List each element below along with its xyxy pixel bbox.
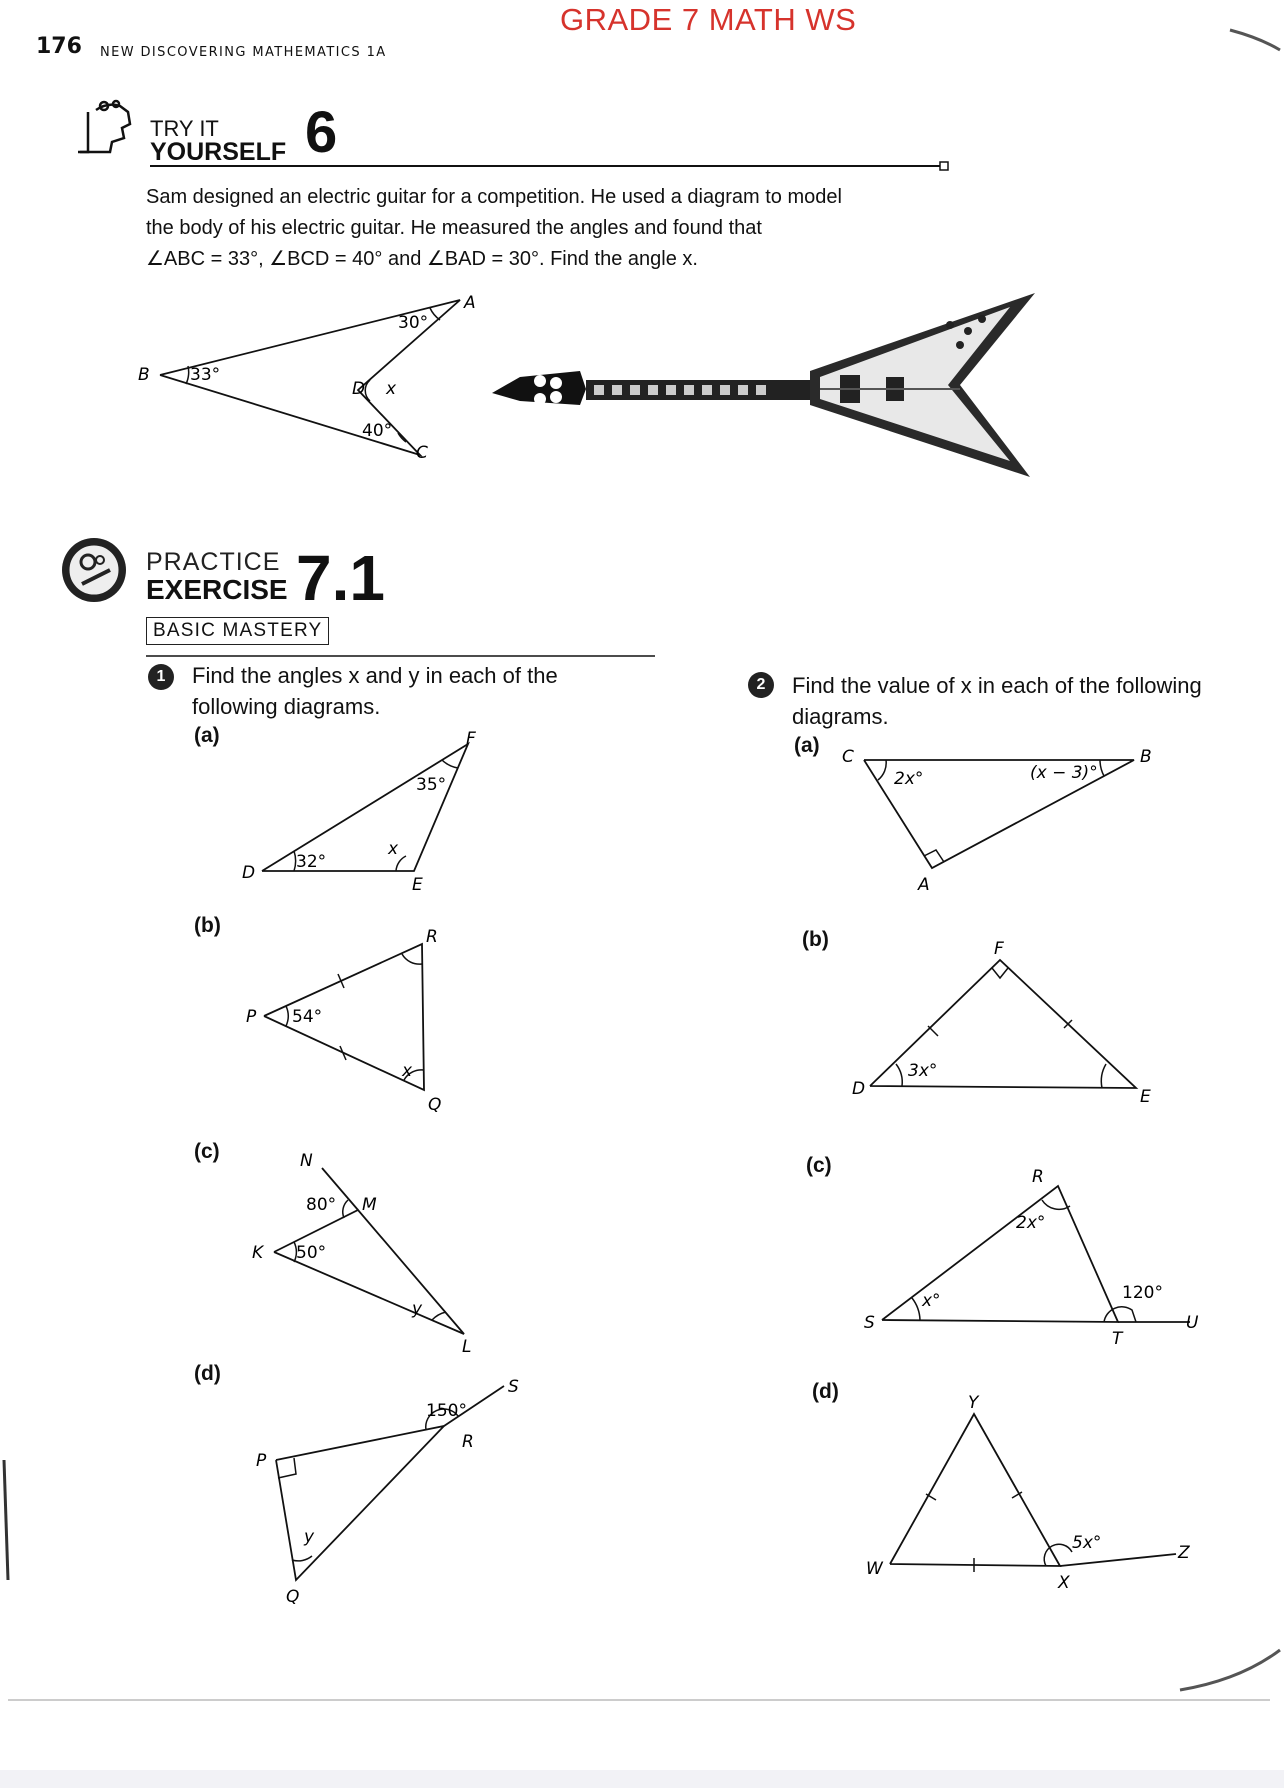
- q2b-label-d: D: [852, 1079, 866, 1099]
- q2d-label-z: Z: [1178, 1543, 1190, 1563]
- q2b-label-f: F: [994, 940, 1004, 959]
- q2b-part: (b): [802, 928, 829, 951]
- q1a-label-d: D: [242, 863, 256, 883]
- practice-label: PRACTICE: [146, 548, 281, 576]
- q1b-angle-p: 54°: [292, 1007, 323, 1027]
- q2c-angle-s: x°: [922, 1291, 941, 1311]
- exercise-number: 7.1: [296, 542, 385, 614]
- q1-line-2: following diagrams.: [192, 694, 381, 719]
- practice-icon: [62, 538, 126, 602]
- q1b-label-r: R: [426, 927, 438, 947]
- q1c-part: (c): [194, 1140, 220, 1163]
- q1a-angle-d: 32°: [296, 852, 327, 872]
- q2b-triangle: [846, 940, 1176, 1110]
- worksheet-title: GRADE 7 MATH WS: [560, 2, 857, 37]
- q2a-angle-b: (x − 3)°: [1030, 763, 1098, 783]
- q1d-triangle: [236, 1370, 536, 1610]
- q2c-angle-ext: 120°: [1122, 1283, 1163, 1303]
- q2c-label-s: S: [864, 1313, 875, 1333]
- q1d-label-p: P: [256, 1451, 267, 1471]
- q1b-label-p: P: [246, 1007, 257, 1027]
- question-2-number: 2: [748, 672, 774, 698]
- q2-line-2: diagrams.: [792, 704, 889, 729]
- exercise-label: EXERCISE: [146, 574, 288, 605]
- q1d-label-q: Q: [286, 1587, 300, 1607]
- q1c-label-l: L: [462, 1337, 472, 1357]
- problem-line-1: Sam designed an electric guitar for a competition. He used a diagram to model: [146, 186, 842, 208]
- try-it-label: TRY IT: [150, 116, 219, 141]
- q1c-angle-m: 80°: [306, 1195, 337, 1215]
- q2c-part: (c): [806, 1154, 832, 1177]
- label-d: D: [352, 379, 366, 399]
- q1c-triangle: [236, 1144, 496, 1364]
- problem-line-2: the body of his electric guitar. He measured the angles and found that: [146, 217, 762, 239]
- label-b: B: [138, 365, 150, 385]
- q1c-label-k: K: [252, 1243, 264, 1263]
- q2c-label-u: U: [1186, 1313, 1199, 1333]
- section-badge: BASIC MASTERY: [146, 617, 329, 645]
- problem-line-3: ∠ABC = 33°, ∠BCD = 40° and ∠BAD = 30°. Find the angle x.: [146, 248, 698, 270]
- q1b-label-q: Q: [428, 1095, 442, 1115]
- q2b-angle-d: 3x°: [908, 1061, 938, 1081]
- q1c-label-m: M: [362, 1195, 377, 1215]
- q1b-var-x: x: [402, 1061, 413, 1081]
- try-it-problem: [146, 182, 966, 275]
- q1c-var-y: y: [412, 1299, 423, 1319]
- page-number: 176: [36, 34, 82, 59]
- book-title: NEW DISCOVERING MATHEMATICS 1A: [100, 45, 387, 60]
- label-c: C: [416, 443, 428, 463]
- q1a-angle-f: 35°: [416, 775, 447, 795]
- q2d-label-x: X: [1058, 1573, 1070, 1593]
- q2a-angle-c: 2x°: [894, 769, 924, 789]
- q2c-triangle: [846, 1160, 1216, 1350]
- label-a: A: [464, 293, 476, 313]
- question-1-number: 1: [148, 664, 174, 690]
- q1a-part: (a): [194, 724, 220, 747]
- q2d-label-y: Y: [968, 1393, 979, 1413]
- question-1-text: [192, 660, 558, 722]
- q2a-label-b: B: [1140, 747, 1152, 767]
- q1a-label-f: F: [466, 730, 476, 749]
- q1a-triangle: [236, 730, 496, 900]
- q1b-part: (b): [194, 914, 221, 937]
- q2a-part: (a): [794, 734, 820, 757]
- q1d-label-s: S: [508, 1377, 519, 1397]
- q2a-label-c: C: [842, 747, 854, 767]
- q2c-label-t: T: [1112, 1329, 1123, 1349]
- q1d-label-r: R: [462, 1432, 474, 1452]
- q2d-angle-ext: 5x°: [1072, 1533, 1102, 1553]
- q1a-label-e: E: [412, 875, 423, 895]
- q2d-part: (d): [812, 1380, 839, 1403]
- head-icon: [78, 101, 130, 152]
- q1c-angle-k: 50°: [296, 1243, 327, 1263]
- try-it-number: 6: [305, 100, 338, 165]
- q2c-angle-r: 2x°: [1016, 1213, 1046, 1233]
- q2d-triangle: [860, 1388, 1220, 1598]
- yourself-label: YOURSELF: [150, 138, 287, 166]
- q2a-label-a: A: [918, 875, 930, 895]
- q1d-part: (d): [194, 1362, 221, 1385]
- angle-a: 30°: [398, 313, 429, 333]
- question-2-text: [792, 670, 1202, 732]
- angle-c: 40°: [362, 421, 393, 441]
- q1c-label-n: N: [300, 1151, 313, 1171]
- angle-b: 33°: [190, 365, 221, 385]
- q1d-angle-r: 150°: [426, 1401, 467, 1421]
- q2a-triangle: [834, 744, 1164, 904]
- q1a-var-x: x: [388, 839, 399, 859]
- q2c-label-r: R: [1032, 1167, 1044, 1187]
- q2b-label-e: E: [1140, 1087, 1151, 1107]
- q1b-triangle: [236, 920, 456, 1120]
- guitar-illustration: [490, 285, 1050, 485]
- q1-line-1: Find the angles x and y in each of the: [192, 663, 558, 688]
- arrowhead-diagram: [130, 290, 490, 470]
- var-x: x: [386, 379, 397, 399]
- q1d-var-y: y: [304, 1527, 315, 1547]
- q2-line-1: Find the value of x in each of the following: [792, 673, 1202, 698]
- q2d-label-w: W: [866, 1559, 883, 1579]
